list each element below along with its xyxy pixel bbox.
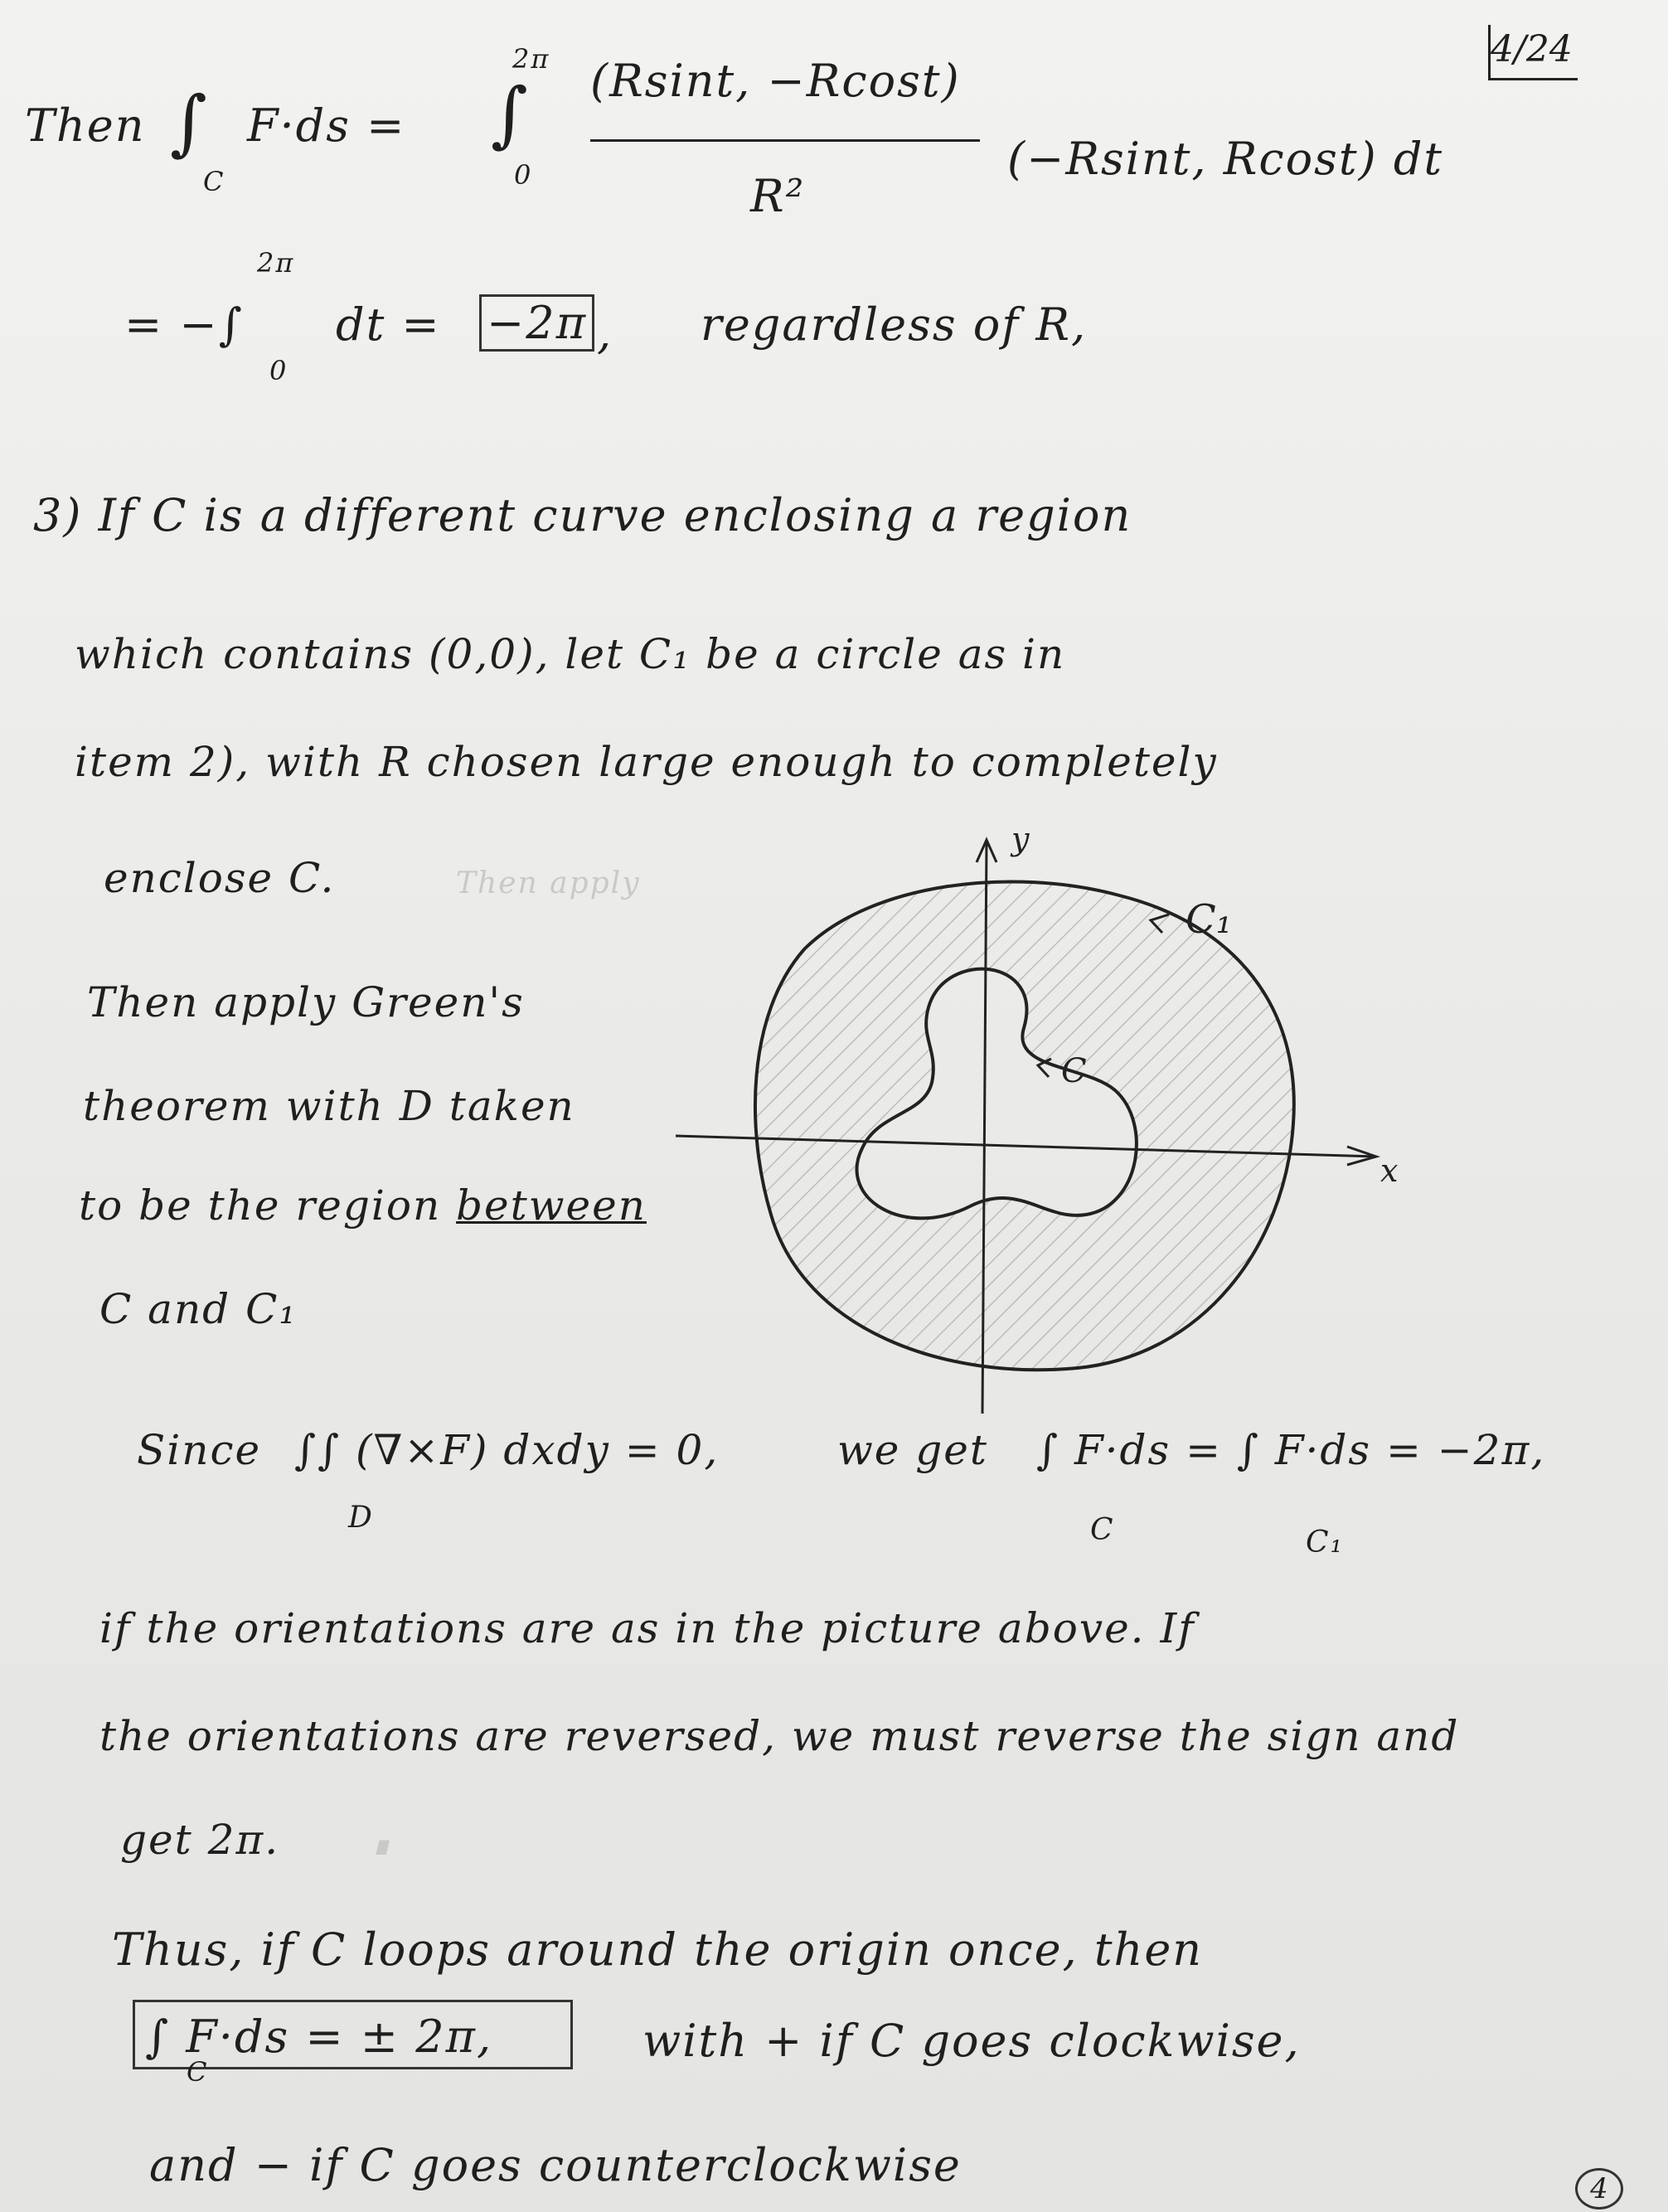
integral-sign-1: ∫ xyxy=(170,81,209,164)
greens-line1: Then apply Green's xyxy=(87,978,525,1026)
p3-line3: item 2), with R chosen large enough to completely xyxy=(75,738,1218,786)
conclusion-line2-rest: with + if C goes clockwise, xyxy=(642,2015,1301,2067)
conclusion-line3: and − if C goes counterclockwise xyxy=(149,2139,962,2191)
since-double-integral: ∫∫ (∇×F) dxdy = 0, xyxy=(294,1426,720,1474)
greens-line3 xyxy=(79,1181,647,1230)
greens-between-underlined: between xyxy=(456,1181,647,1230)
line1-denominator: R² xyxy=(750,170,806,222)
fraction-bar xyxy=(590,139,980,142)
since-result: ∫ F·ds = ∫ F·ds = −2π, xyxy=(1036,1426,1546,1474)
page-number: 4 xyxy=(1575,2168,1623,2210)
since-subscript-c1: C₁ xyxy=(1306,1526,1344,1560)
p3-line2: which contains (0,0), let C₁ be a circle as in xyxy=(75,630,1066,678)
greens-line2: theorem with D taken xyxy=(83,1082,575,1130)
region-diagram xyxy=(655,817,1418,1447)
line1-tail: (−Rsint, Rcost) dt xyxy=(1007,133,1444,185)
orientation-line3: get 2π. xyxy=(120,1816,280,1864)
line2-comma: , xyxy=(597,307,613,359)
orientation-line2: the orientations are reversed, we must reverse the sign and xyxy=(99,1712,1460,1760)
line1-upper-limit: 2π xyxy=(512,43,550,75)
line2-upper-limit: 2π xyxy=(257,247,295,279)
p3-line4: enclose C. xyxy=(104,854,336,902)
qed-mark: ∎ xyxy=(371,1828,392,1862)
x-axis-label: x xyxy=(1380,1152,1399,1189)
p3-line4-faded: Then apply xyxy=(456,866,641,900)
y-axis-label: y xyxy=(1011,821,1030,857)
conclusion-line1: Thus, if C loops around the origin once, then xyxy=(112,1923,1204,1976)
line1-prefix: Then xyxy=(25,99,146,152)
line1-numerator: (Rsint, −Rcost) xyxy=(590,55,961,107)
line1-lower-limit: 0 xyxy=(514,159,533,191)
integral-sign-2: ∫ xyxy=(491,73,530,156)
line1-subscript-c: C xyxy=(203,166,225,197)
since-we-get: we get xyxy=(837,1426,988,1474)
boxed-answer-subscript: C xyxy=(187,2056,209,2088)
date-label: 4/24 xyxy=(1488,25,1578,80)
line1-fds: F·ds = xyxy=(247,99,406,152)
since-prefix: Since xyxy=(137,1426,262,1474)
greens-line4: C and C₁ xyxy=(99,1285,298,1333)
boxed-answer-text: ∫ F·ds = ± 2π, xyxy=(145,2011,493,2063)
inner-curve-label: C xyxy=(1061,1052,1087,1090)
orientation-line1: if the orientations are as in the picture above. If xyxy=(99,1604,1195,1652)
line2-text: regardless of R, xyxy=(701,298,1088,351)
hatched-region-d xyxy=(755,881,1294,1370)
since-subscript-d: D xyxy=(348,1501,374,1535)
since-subscript-c: C xyxy=(1090,1513,1115,1547)
p3-line1: 3) If C is a different curve enclosing a region xyxy=(33,489,1132,541)
boxed-result: −2π xyxy=(479,294,594,352)
line2-eq-integral: = −∫ xyxy=(124,298,244,351)
greens-line3-text: to be the region xyxy=(79,1181,457,1230)
outer-curve-label: C₁ xyxy=(1186,896,1232,943)
line2-dt: dt = xyxy=(336,298,441,351)
line2-lower-limit: 0 xyxy=(269,355,289,386)
